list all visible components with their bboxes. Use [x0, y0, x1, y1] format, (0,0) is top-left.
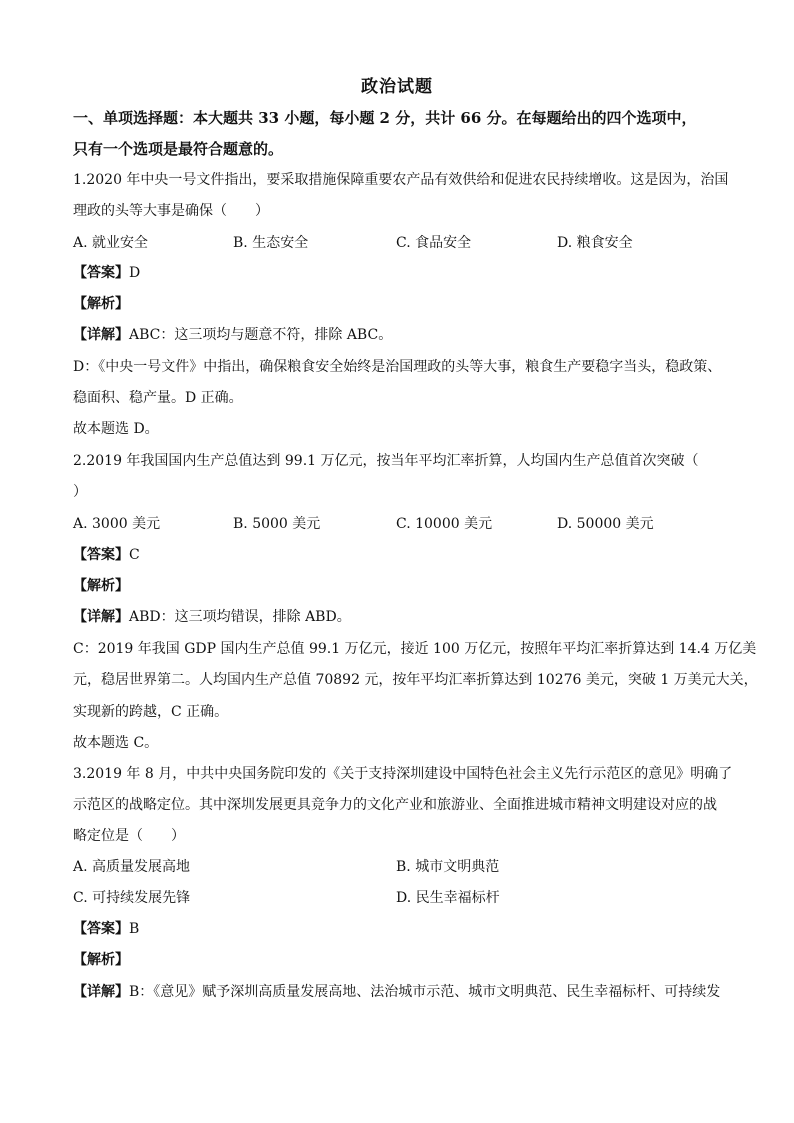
- q2-stem-line-1: 2.2019 年我国国内生产总值达到 99.1 万亿元，按当年平均汇率折算，人均国内生产总值首次突破（: [73, 453, 699, 469]
- q1-explanation-line-2: 稳面积、稳产量。D 正确。: [73, 390, 243, 406]
- q2-stem-line-2: ）: [73, 484, 87, 500]
- q2-explanation-line-3: 实现新的跨越，C 正确。: [73, 704, 229, 720]
- q1-stem-line-1: 1.2020 年中央一号文件指出，要采取措施保障重要农产品有效供给和促进农民持续增收。这是因为，治国: [73, 172, 729, 188]
- q1-option-a: A. 就业安全: [73, 235, 149, 251]
- q3-option-c: C. 可持续发展先锋: [73, 890, 191, 906]
- q2-detail: [73, 607, 723, 627]
- q3-option-a: A. 高质量发展高地: [73, 859, 191, 875]
- q2-detail-text: ABD：这三项均错误，排除 ABD。: [129, 609, 351, 625]
- q1-stem-line-2: 理政的头等大事是确保（ ）: [73, 203, 269, 219]
- q1-option-c: C. 食品安全: [396, 235, 472, 251]
- detail-tag: 【详解】: [73, 327, 129, 343]
- q2-option-b: B. 5000 美元: [233, 516, 321, 532]
- q2-explanation-line-1: C：2019 年我国 GDP 国内生产总值 99.1 万亿元，接近 100 万亿元，按照年平均汇率折算达到 14.4 万亿美: [73, 641, 757, 657]
- page-title: 政治试题: [361, 77, 433, 97]
- q3-option-b: B. 城市文明典范: [396, 859, 500, 875]
- q1-analysis-tag: 【解析】: [73, 296, 129, 312]
- answer-tag: 【答案】: [73, 547, 129, 563]
- q2-explanation-line-2: 元，稳居世界第二。人均国内生产总值 70892 元，按年平均汇率折算达到 10276 美元，突破 1 万美元大关，: [73, 672, 758, 688]
- q2-analysis-tag: 【解析】: [73, 578, 129, 594]
- q3-detail-text: B：《意见》赋予深圳高质量发展高地、法治城市示范、城市文明典范、民生幸福标杆、可持续发: [129, 984, 721, 1000]
- q2-option-c: C. 10000 美元: [396, 516, 493, 532]
- q1-detail: [73, 325, 723, 345]
- answer-tag: 【答案】: [73, 265, 129, 281]
- q3-answer-value: B: [129, 921, 140, 937]
- q3-stem-line-2: 示范区的战略定位。其中深圳发展更具竞争力的文化产业和旅游业、全面推进城市精神文明建设对应的战: [73, 797, 717, 813]
- detail-tag: 【详解】: [73, 984, 129, 1000]
- q2-option-d: D. 50000 美元: [557, 516, 654, 532]
- q2-conclusion: 故本题选 C。: [73, 735, 159, 751]
- q3-answer: [73, 919, 723, 939]
- section-heading-line-1: 一、单项选择题：本大题共 33 小题，每小题 2 分，共计 66 分。在每题给出的四个选项中，: [73, 109, 697, 127]
- q1-answer-value: D: [129, 265, 141, 281]
- q3-option-d: D. 民生幸福标杆: [396, 890, 500, 906]
- q1-option-d: D. 粮食安全: [557, 235, 633, 251]
- q3-stem-line-1: 3.2019 年 8 月，中共中央国务院印发的《关于支持深圳建设中国特色社会主义先行示范区的意见》明确了: [73, 766, 733, 782]
- q1-option-b: B. 生态安全: [233, 235, 309, 251]
- q3-analysis-tag: 【解析】: [73, 952, 129, 968]
- detail-tag: 【详解】: [73, 609, 129, 625]
- section-heading-line-2: 只有一个选项是最符合题意的。: [73, 140, 284, 158]
- q2-answer-value: C: [129, 547, 140, 563]
- q1-explanation-line-1: D：《中央一号文件》中指出，确保粮食安全始终是治国理政的头等大事，粮食生产要稳字当头，稳政策、: [73, 359, 722, 375]
- q2-option-a: A. 3000 美元: [73, 516, 161, 532]
- q2-answer: [73, 545, 723, 565]
- q3-stem-line-3: 略定位是（ ）: [73, 828, 185, 844]
- answer-tag: 【答案】: [73, 921, 129, 937]
- q1-answer: [73, 263, 723, 283]
- q1-conclusion: 故本题选 D。: [73, 421, 159, 437]
- q1-detail-text: ABC：这三项均与题意不符，排除 ABC。: [129, 327, 393, 343]
- q3-detail: [73, 982, 723, 1002]
